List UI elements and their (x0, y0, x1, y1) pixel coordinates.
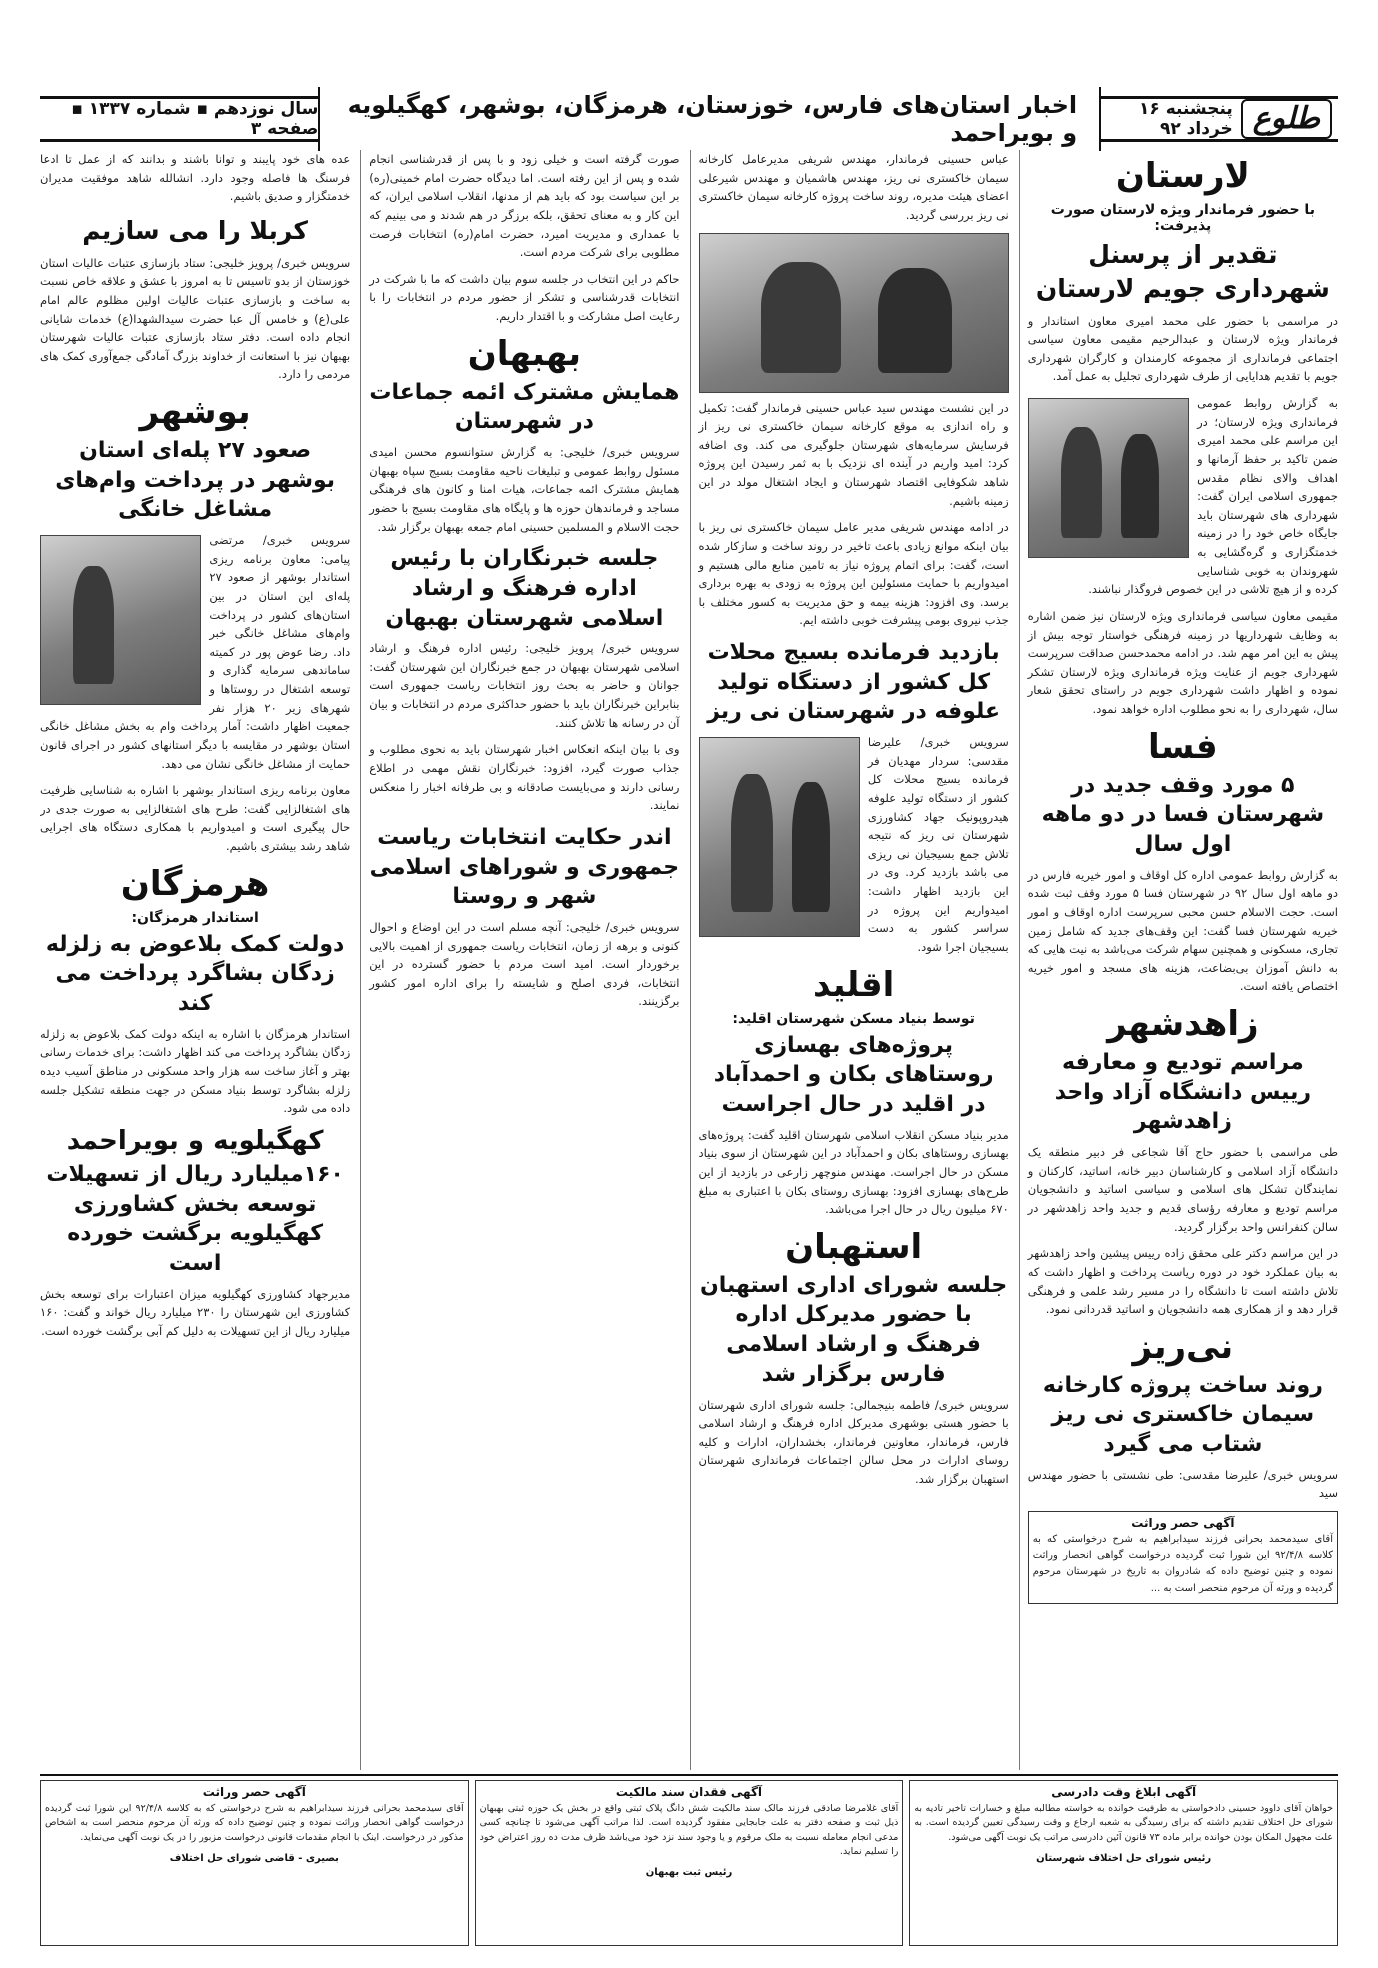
article-body: در این نشست مهندس سید عباس حسینی فرماندار گفت: تکمیل و راه اندازی به موقع کارخانه سیمان خاکستری نی ریز از فرسایش سرمایه‌های شهرستان جلوگیری می کند. وی اضافه کرد: امید واریم در آینده ای نزدیک با به ثمر رسیدن این پروژه شاهد شکوفایی اقتصاد شهرستان و ایجاد اشتغال مولد در این زمینه باشیم. (698, 400, 1009, 508)
notice-title: آگهی فقدان سند مالکیت (615, 1785, 763, 1799)
article-body: عباس حسینی فرماندار، مهندس شریفی مدیرعامل کارخانه سیمان خاکستری نی ریز، مهندس هاشمیان و مهندس شیرعلی اعضای هیئت مدیره، روند ساخت پروژه کارخانه سیمان خاکستری نی ریز بررسی گردید. (698, 152, 1009, 222)
legal-notice (909, 1780, 1338, 1946)
notice-signature: رئیس شورای حل اختلاف شهرستان (1036, 1852, 1212, 1864)
article-body: مقیمی معاون سیاسی فرمانداری ویژه لارستان نیز ضمن اشاره به وظایف شهرداریها در زمینه فرهنگی خواستار توجه بیش از پیش به این امر مهم شد. در ادامه محمدحسن صداقت سرپرست شهرداری جویم از عنایت ویژه فرمانداری ویژه لارستان تشکر نموده و اظهار داشت شهرداری جویم در راستای تحقق شعار سال، شهرداری را به نحو مطلوب اداره خواهد نمود. (1027, 608, 1338, 716)
article-headline: روند ساخت پروژه کارخانه سیمان خاکستری نی ریز شتاب می گیرد (1042, 1372, 1323, 1458)
news-photo (699, 233, 1009, 393)
article-body: وی با بیان اینکه انعکاس اخبار شهرستان باید به نحوی مطلوب و جذاب صورت گیرد، افزود: خبرنگاران نقش مهمی در اطلاع رسانی دارند و می‌بایست صادقانه و بی طرفانه اخبار را منعکس نمایند. (369, 742, 680, 813)
article-body: حاکم در این انتخاب در جلسه سوم بیان داشت که ما با شرکت در انتخابات قدرشناسی و تشکر از حضور مردم در انتخابات را با رعایت اصل مشارکت و با اقتدار داریم. (369, 271, 680, 323)
article-body: به گزارش روابط عمومی فرمانداری ویژه لارستان؛ در این مراسم علی محمد امیری ضمن تاکید بر حفظ آرمانها و اهداف والای نظام مقدس جمهوری اسلامی ایران گفت: شهرداری های شهرستان باید جایگاه خاص خود را در زمینه خدمتگزاری و گره‌گشایی به شهروندان به خوبی شناسایی کرده و از هیچ تلاشی در این خصوص فروگذار نباشند. (1088, 396, 1338, 597)
article-body: مدیر بنیاد مسکن انقلاب اسلامی شهرستان اقلید گفت: پروژه‌های بهسازی روستاهای بکان و احمدآباد در این شهرستان از سوی بنیاد مسکن در حال اجراست. مهندس منوچهر زارعی در بازدید از این طرح‌های بهسازی افزود: بهسازی روستای بکان با اعتباری به مبلغ ۶۷۰ میلیون ریال در حال اجرا می‌باشد. (698, 1127, 1009, 1217)
article-body: استاندار هرمزگان با اشاره به اینکه دولت کمک بلاعوض به زلزله زدگان بشاگرد پرداخت می کند اظهار داشت: برای خدمات رسانی بهتر و آغاز ساخت سه هزار واحد مسکونی در مناطق آسیب دیده زلزله بشاگرد توسط بنیاد مسکن در جهت منطقه تشکیل جلسه داده می شود. (40, 1026, 351, 1116)
newspaper-logo: طلوع (1241, 99, 1332, 139)
article-headline: جلسه خبرنگاران با رئیس اداره فرهنگ و ارشاد اسلامی شهرستان بهبهان (385, 546, 664, 631)
article-headline: صعود ۲۷ پله‌ای استان بوشهر در پرداخت وام‌های مشاغل خانگی (55, 438, 336, 523)
portrait-photo (40, 535, 201, 705)
region-title-hormozgan: هرمزگان (120, 863, 270, 904)
region-title-bushehr: بوشهر (139, 392, 251, 432)
notice-body: آقای سیدمحمد بحرانی فرزند سیدابراهیم به شرح درخواستی که به کلاسه ۹۲/۴/۸ این شورا ثبت گردیده درخواست گواهی انحصار وراثت نموده و چنین توضیح داده که شادروان به تاریخ در شهرستان مرحوم گردیده و ورثه آن مرحوم منحصر است به ... (1032, 1534, 1333, 1594)
article-body: در ادامه مهندس شریفی مدیر عامل سیمان خاکستری نی ریز با بیان اینکه موانع زیادی باعث تاخیر در روند ساخت و سازکار شده است، گفت: برای اتمام پروژه نیاز به تامین منابع مالی هستیم و امیدواریم با حمایت مسئولین این پروژه به زودی به بهره برداری برسد. وی افزود: هزینه بیمه و حق مدیریت به کسور مختلف با جذب نیروی بومی پیشرفت خوبی داشته ایم. (698, 520, 1009, 628)
news-photo (699, 737, 860, 937)
article-body: سرویس خبری/ خلیجی: آنچه مسلم است در این اوضاع و احوال کنونی و برهه از زمان، انتخابات ریاست جمهوری از اهمیت بالایی برخوردار است. امید است مردم با حضور گسترده در این انتخابات، فردی اصلح و شایسته را برای اداره امور کشور برگزینند. (369, 919, 680, 1009)
article-body: سرویس خبری/ خلیجی: به گزارش ستوانسوم محسن امیدی مسئول روابط عمومی و تبلیغات ناحیه مقاومت بسیج سپاه بهبهان همایش مشترک ائمه جماعات، هیات امنا و کانون های فرهنگی مساجد و فرماندهان حوزه ها و پایگاه های مقاومت بسیج با حضور حجت الاسلام و المسلمین حسینی امام جمعه بهبهان برگزار شد. (369, 445, 680, 534)
article-kicker: توسط بنیاد مسکن شهرستان اقلید: (732, 1010, 975, 1027)
legal-notice (475, 1780, 904, 1946)
article-body: طی مراسمی با حضور حاج آقا شجاعی فر دبیر منطقه یک دانشگاه آزاد اسلامی و کارشناسان دبیر خانه، اساتید، کارکنان و نمایندگان تشکل های اسلامی و سیاسی اساتید و دانشجویان مراسم تودیع و معارفه رؤسای قدیم و جدید واحد زاهدشهر در سالن کنفرانس واحد برگزار گردید. (1027, 1145, 1338, 1234)
region-title-estahban: استهبان (785, 1226, 923, 1267)
region-title-zahedshahr: زاهدشهر (1107, 1004, 1259, 1045)
legal-notice (40, 1780, 469, 1946)
news-photo (1028, 398, 1189, 558)
article-body: در مراسمی با حضور علی محمد امیری معاون استاندار و فرماندار ویژه لارستان و عبدالرحیم مقیمی معاون سیاسی اجتماعی فرمانداری از مجموعه کارمندان و کارگران شهرداری جویم با تقدیم هدایایی از طرف شهرداری تجلیل به عمل آمد. (1027, 313, 1338, 384)
article-headline: پروژه‌های بهسازی روستاهای بکان و احمدآباد در اقلید در حال اجراست (713, 1032, 994, 1117)
article-headline: ۵ مورد وقف جدید در شهرستان فسا در دو ماهه اول سال (1041, 772, 1325, 857)
article-headline: جلسه شورای اداری استهبان با حضور مدیرکل اداره فرهنگ و ارشاد اسلامی فارس برگزار شد (700, 1272, 1008, 1387)
article-body: عده های خود پایبند و توانا باشند و بدانند که از عمل تا ادعا فرسنگ ها فاصله وجود دارد. انشالله شاهد موفقیت مدیران خدمتگزار و صدیق باشیم. (40, 152, 351, 204)
notice-signature: رئیس ثبت بهبهان (645, 1867, 733, 1878)
column-3 (360, 150, 679, 1770)
region-title-larestan: لارستان (1115, 156, 1250, 196)
article-body: به گزارش روابط عمومی اداره کل اوقاف و امور خیریه فارس در دو ماهه اول سال ۹۲ در شهرستان فسا ۵ مورد وقف ثبت شده است. حجت الاسلام حسن محبی سرپرست اداره اوقاف و امور خیریه شهرستان فسا گفت: این وقف‌های جدید که شامل زمین تجاری، مسکونی و همچنین سهام شرکت می‌باشد به نیت هایی که به دانش آموزان بی‌بضاعت، هزینه های مسجد و امور خیریه اختصاص یافته است. (1027, 867, 1338, 994)
issue-info: سال نوزدهم ▪ شماره ۱۳۳۷ ▪ صفحه ۳ (71, 99, 319, 139)
article-headline: دولت کمک بلاعوض به زلزله زدگان بشاگرد پرداخت می کند (45, 931, 345, 1017)
region-title-kohgiluyeh: کهگیلویه و بویراحمد (66, 1125, 324, 1156)
article-headline: اندر حکایت انتخابات ریاست جمهوری و شوراهای اسلامی شهر و روستا (369, 824, 680, 910)
article-body: سرویس خبری/ پرویز خلیجی: ستاد بازسازی عتبات عالیات استان خوزستان از بدو تاسیس تا به امروز با عشق و علاقه خاص نسبت به ساخت و بازسازی عتبات عالیات اولین مظلوم عالم امام علی(ع) و خامس آل عبا حضرت سیدالشهدا(ع) خدمات شایانی انجام داده است. دفتر ستاد بازسازی عتبات عالیات شهرستان بهبهان نیز با استعانت از خداوند بزرگ آمادگی جمع‌آوری کمک های مردمی را دارد. (40, 255, 351, 382)
column-2 (690, 150, 1009, 1770)
article-body: سرویس خبری/ فاطمه بنیجمالی: جلسه شورای اداری شهرستان با حضور هستی بوشهری مدیرکل اداره فرهنگ و ارشاد اسلامی فارس، فرماندار، معاونین فرماندار، بخشداران، ادارات و کلیه روسای ادارات در محل سالن اجتماعات فرمانداری شهرستان استهبان برگزار شد. (698, 1397, 1009, 1486)
news-columns (40, 150, 1338, 1770)
article-headline: همایش مشترک ائمه جماعات در شهرستان (369, 379, 680, 435)
issue-date: پنجشنبه ۱۶ خرداد ۹۲ (1139, 99, 1233, 139)
notice-body: آقای سیدمحمد بحرانی فرزند سیدابراهیم به شرح درخواستی که به کلاسه ۹۲/۴/۸ این شورا ثبت گردیده درخواست گواهی انحصار وراثت نموده و چنین توضیح داده که ورثه آن مرحوم منحصر است به اشخاص مذکور در درخواست. اینک با انجام مقدمات قانونی درخواست مزبور را در یک نوبت آگهی می‌نماید. (44, 1803, 464, 1843)
article-kicker: استاندار هرمزگان: (131, 909, 259, 926)
notice-title: آگهی حصر وراثت (1131, 1516, 1235, 1531)
article-body: معاون برنامه ریزی استاندار بوشهر با اشاره به شناسایی ظرفیت های اشتغالزایی گفت: طرح های اشتغالزایی به صورت جدی در حال پیگیری است و امیدواریم با همکاری دستگاه های اجرایی شاهد رشد بیشتری باشیم. (40, 783, 351, 854)
notice-signature: بصیری - قاضی شورای حل اختلاف (169, 1852, 339, 1864)
article-headline: کربلا را می سازیم (82, 215, 308, 245)
notice-body: آقای غلامرضا صادقی فرزند مالک سند مالکیت شش دانگ پلاک ثبتی واقع در بخش یک حوزه ثبتی بهبهان ذیل ثبت و صفحه دفتر به علت جابجایی مفقود گردیده است. لذا مراتب آگهی می‌شود تا چنانچه کسی مدعی انجام معامله نسبت به ملک مرقوم و یا وجود سند نزد خود می‌باشد ظرف مدت ده روز اعتراض خود را تسلیم نماید. (479, 1803, 899, 1857)
article-body: مدیرجهاد کشاورزی کهگیلویه میزان اعتبارات برای توسعه بخش کشاورزی این شهرستان را ۲۳۰ میلیارد ریال خواند و گفت: ۱۶۰ میلیارد ریال از این تسهیلات به دلیل کم آبی برگشت خورده است. (40, 1286, 351, 1338)
column-4 (40, 150, 350, 1770)
article-body: سرویس خبری/ علیرضا مقدسی: سردار مهدیان فر فرمانده بسیج محلات کل کشور از دستگاه تولید علوفه هیدروپونیک جهاد کشاورزی شهرستان نی ریز که نتیجه تلاش جمع بسیجیان نی ریزی می باشد بازدید کرد. وی در این بازدید اظهار داشت: امیدواریم این پروژه در سراسر کشور به دست بسیجیان اجرا شود. (867, 735, 1009, 954)
notice-body: خواهان آقای داوود حسینی دادخواستی به طرفیت خوانده به خواسته مطالبه مبلغ و خسارات تاخیر تادیه به شورای حل اختلاف تقدیم داشته که برای رسیدگی به شعبه ارجاع و وقت رسیدگی تعیین گردیده است. به علت مجهول المکان بودن خوانده برابر ماده ۷۳ قانون آئین دادرسی مراتب یک نوبت آگهی می‌شود. (914, 1803, 1333, 1843)
article-headline: بازدید فرمانده بسیج محلات کل کشور از دستگاه تولید علوفه در شهرستان نی ریز (707, 640, 1001, 725)
article-body: صورت گرفته است و خیلی زود و با پس از قدرشناسی انجام شده و پس از این رفته است. اما دیدگاه حضرت امام خمینی(ره) بر این سیاست بود که باید هم از مدنها، انقلاب اسلامی ایران، که این کار و به معنای تحقق، بلکه برزگر در هم شدند و می بینیم که با عمداری و مدیریت امیرد، حضرت امام(ره) انتخابات فرصت مطلوبی برای شرکت مردم است. (369, 152, 680, 260)
notice-box (1028, 1511, 1338, 1604)
page-section-title: اخبار استان‌های فارس، خوزستان، هرمزگان، بوشهر، کهگیلویه و بویراحمد (318, 87, 1101, 151)
region-title-eqlid: اقلید (812, 964, 895, 1005)
region-title-neyriz: نی‌ریز (1132, 1326, 1234, 1367)
masthead-date-box (1101, 99, 1332, 139)
legal-notices (40, 1774, 1338, 1946)
article-headline: ۱۶۰میلیارد ریال از تسهیلات توسعه بخش کشاورزی کهگیلویه برگشت خورده است (46, 1161, 344, 1276)
article-kicker: با حضور فرماندار ویژه لارستان صورت پذیرفت: (1050, 202, 1315, 234)
article-body: سرویس خبری/ مرتضی پیامی: معاون برنامه ریزی استاندار بوشهر از صعود ۲۷ پله‌ای این استان در بین استان‌های کشور در پرداخت وام‌های مشاغل خانگی خبر داد. رضا عوض پور در کمیته ساماندهی سرمایه گذاری و توسعه اشتغال در روستاها و شهرهای زیر ۲۰ هزار نفر جمعیت اظهار داشت: آمار پرداخت وام به بخش مشاغل خانگی استان بوشهر در مقایسه با دیگر استانهای کشور در اجرای قانون حمایت از مشاغل خانگی نشان می دهد. (40, 533, 351, 771)
notice-title: آگهی ابلاغ وقت دادرسی (1051, 1785, 1197, 1799)
notice-title: آگهی حصر وراثت (202, 1785, 306, 1799)
article-headline: تقدیر از پرسنل شهرداری جویم لارستان (1035, 240, 1330, 303)
article-body: سرویس خبری/ پرویز خلیجی: رئیس اداره فرهنگ و ارشاد اسلامی شهرستان بهبهان در جمع خبرنگاران این شهرستان گفت: جوانان و حاضر به بحث روز انتخابات ریاست جمهوری است بنابراین خبرنگاران باید با حضور حداکثری مردم در انتخابات و بیان آن در رسانه ها تلاش کنند. (369, 641, 680, 730)
column-1 (1019, 150, 1338, 1770)
article-body: سرویس خبری/ علیرضا مقدسی: طی نشستی با حضور مهندس سید (1027, 1467, 1338, 1501)
masthead-issue-box (46, 99, 318, 139)
region-title-fasa: فسا (1148, 726, 1218, 767)
masthead (40, 91, 1338, 147)
article-body: در این مراسم دکتر علی محقق زاده رییس پیشین واحد زاهدشهر به بیان عملکرد خود در دوره ریاست پرداخت و اظهار داشت که تلاش داشته است تا دانشگاه را در مسیر رشد علمی و فرهنگی قرار دهد و از همکاری همه دانشجویان و اساتید قدردانی نمود. (1027, 1246, 1338, 1317)
article-headline: مراسم تودیع و معارفه رییس دانشگاه آزاد واحد زاهدشهر (1054, 1050, 1312, 1135)
region-title-behbahan: بهبهان (467, 333, 582, 374)
